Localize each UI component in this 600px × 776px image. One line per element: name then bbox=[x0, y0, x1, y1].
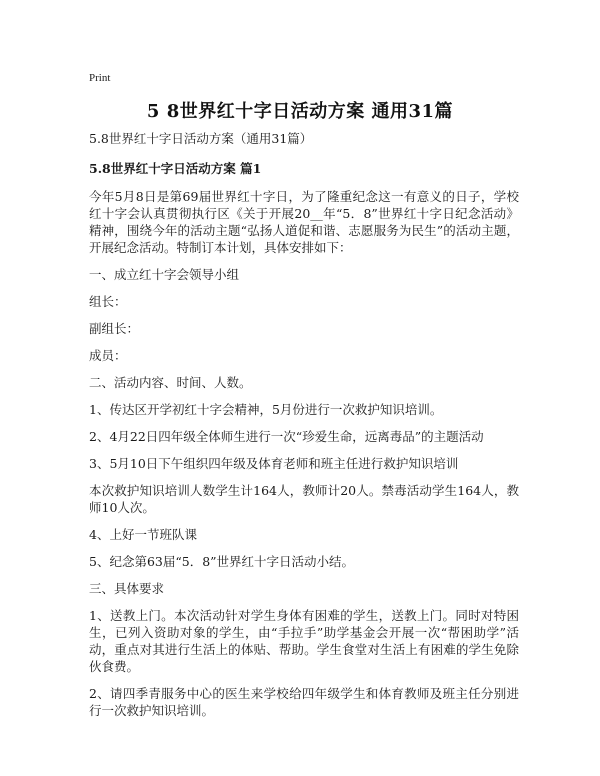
members-line: 成员： bbox=[89, 348, 127, 363]
requirement-item-1: 1、送教上门。本次活动针对学生身体有困难的学生，送教上门。同时对特困生，已列入资助对象的学生，由“手拉手”助学基金会开展一次“帮困助学”活动，重点对其进行生活上的体贴、帮助。学生食堂对生活上有困难的学生免除伙食费。 bbox=[89, 608, 519, 674]
leader-line: 组长： bbox=[89, 294, 127, 309]
heading-requirements: 三、具体要求 bbox=[89, 581, 165, 596]
document-body bbox=[89, 130, 519, 729]
section-heading: 5.8世界红十字日活动方案 篇1 bbox=[89, 161, 262, 176]
activity-item-1: 1、传达区开学初红十字会精神，5月份进行一次救护知识培训。 bbox=[89, 402, 443, 417]
heading-activity-content: 二、活动内容、时间、人数。 bbox=[89, 375, 252, 390]
requirement-item-2: 2、请四季青服务中心的医生来学校给四年级学生和体育教师及班主任分别进行一次救护知识培训。 bbox=[89, 686, 519, 718]
activity-item-4: 4、上好一节班队课 bbox=[89, 527, 197, 542]
heading-leadership-group: 一、成立红十字会领导小组 bbox=[89, 267, 240, 282]
print-label: Print bbox=[89, 72, 111, 84]
document-subtitle: 5.8世界红十字日活动方案（通用31篇） bbox=[89, 131, 313, 146]
document-title: 5 8世界红十字日活动方案 通用31篇 bbox=[146, 101, 454, 122]
deputy-leader-line: 副组长： bbox=[89, 321, 140, 336]
activity-item-3: 3、5月10日下午组织四年级及体育老师和班主任进行救护知识培训 bbox=[89, 456, 459, 471]
activity-item-2: 2、4月22日四年级全体师生进行一次“珍爱生命，远离毒品”的主题活动 bbox=[89, 429, 484, 444]
intro-paragraph: 今年5月8日是第69届世界红十字日，为了隆重纪念这一有意义的日子，学校红十字会认真贯彻执行区《关于开展20__年“5．8”世界红十字日纪念活动》精神，围绕今年的活动主题“弘扬人道促和谐、志愿服务为民生”的活动主题，开展纪念活动。特制订本计划，具体安排如下： bbox=[89, 189, 519, 255]
training-count-paragraph: 本次救护知识培训人数学生计164人，教师计20人。禁毒活动学生164人，教师10人次。 bbox=[89, 483, 519, 515]
activity-item-5: 5、纪念第63届“5．8”世界红十字日活动小结。 bbox=[89, 554, 355, 569]
